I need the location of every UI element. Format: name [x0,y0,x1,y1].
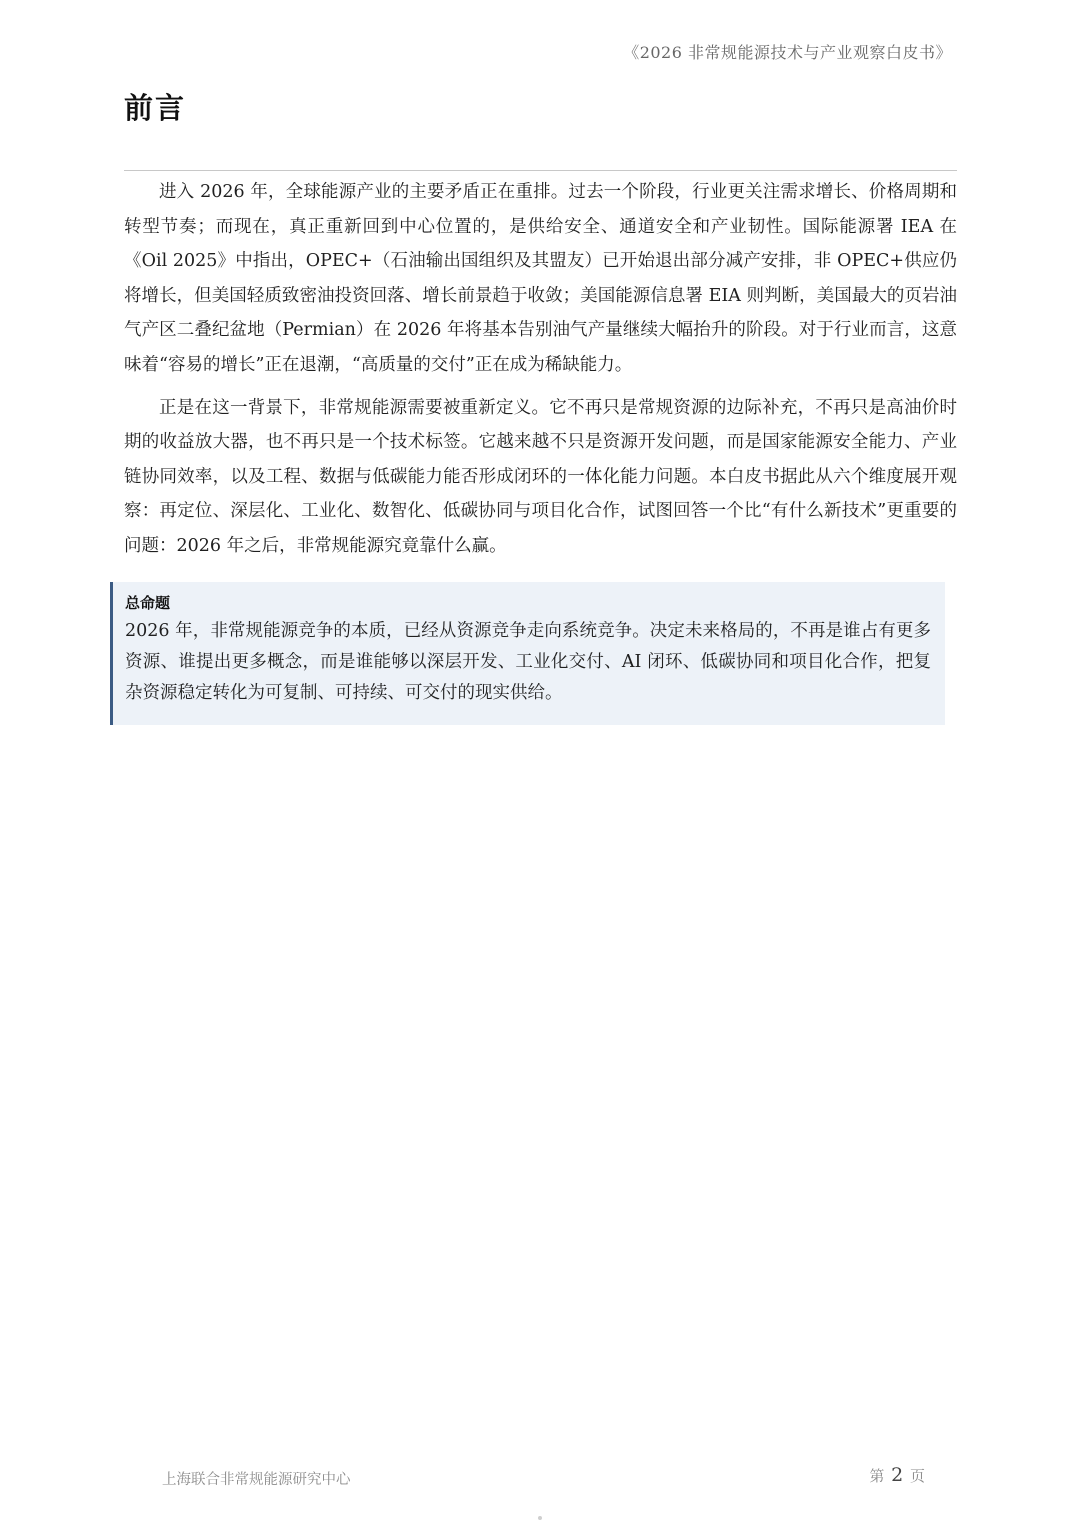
paragraph-2: 正是在这一背景下，非常规能源需要被重新定义。它不再只是常规资源的边际补充，不再只是高油价时期的收益放大器，也不再只是一个技术标签。它越来越不只是资源开发问题，而是国家能源安全能力、产业链协同效率，以及工程、数据与低碳能力能否形成闭环的一体化能力问题。本白皮书据此从六个维度展开观察：再定位、深层化、工业化、数智化、低碳协同与项目化合作，试图回答一个比“有什么新技术”更重要的问题：2026 年之后，非常规能源究竟靠什么赢。 [124,397,957,556]
page-prefix: 第 [869,1467,885,1485]
page-suffix: 页 [909,1467,925,1485]
callout-body: 2026 年，非常规能源竞争的本质，已经从资源竞争走向系统竞争。决定未来格局的，不再是谁占有更多资源、谁提出更多概念，而是谁能够以深层开发、工业化交付、AI 闭环、低碳协同和项目化合作，把复杂资源稳定转化为可复制、可持续、可交付的现实供给。 [125,621,931,703]
summary-callout-box [110,582,945,725]
paragraph-1: 进入 2026 年，全球能源产业的主要矛盾正在重排。过去一个阶段，行业更关注需求增长、价格周期和转型节奏；而现在，真正重新回到中心位置的，是供给安全、通道安全和产业韧性。国际能源署 IEA 在《Oil 2025》中指出，OPEC+（石油输出国组织及其盟友）已开始退出部分减产安排，非 OPEC+供应仍将增长，但美国轻质致密油投资回落、增长前景趋于收敛；美国能源信息署 EIA 则判断，美国最大的页岩油气产区二叠纪盆地（Permian）在 2026 年将基本告别油气产量继续大幅抬升的阶段。对于行业而言，这意味着“容易的增长”正在退潮，“高质量的交付”正在成为稀缺能力。 [124,182,957,375]
page-number-label [869,1464,925,1486]
callout-title: 总命题 [125,594,171,612]
page-number: 2 [891,1464,904,1486]
footer-organization: 上海联合非常规能源研究中心 [162,1472,351,1488]
chapter-title: 前言 [124,91,187,125]
running-header: 《2026 非常规能源技术与产业观察白皮书》 [623,43,952,62]
body-text [124,175,957,572]
page-indicator-dot [538,1516,542,1520]
title-divider [124,170,957,171]
